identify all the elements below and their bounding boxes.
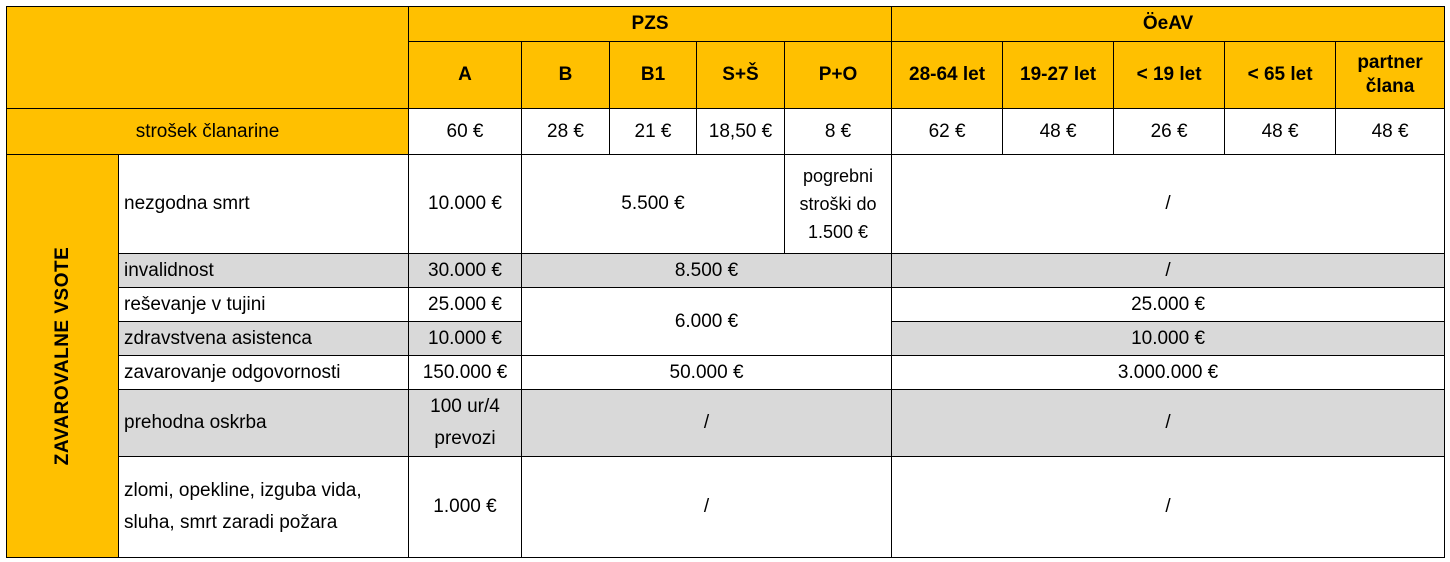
header-corner [7, 7, 409, 109]
fee-cell: 48 € [1003, 109, 1114, 155]
row-label: invalidnost [119, 254, 409, 288]
fee-cell: 48 € [1336, 109, 1445, 155]
value-cell-a: 10.000 € [409, 155, 522, 254]
insurance-comparison-table [6, 6, 1445, 558]
fee-cell: 62 € [892, 109, 1003, 155]
column-header-under-19: < 19 let [1114, 42, 1225, 109]
value-cell-oeav: / [892, 457, 1445, 558]
column-header-28-64: 28-64 let [892, 42, 1003, 109]
section-label-cell [7, 155, 119, 558]
fee-cell: 26 € [1114, 109, 1225, 155]
value-cell-pzs: 5.500 € [522, 155, 785, 254]
column-header-b: B [522, 42, 610, 109]
column-header-s-s: S+Š [697, 42, 785, 109]
value-cell-oeav: 3.000.000 € [892, 356, 1445, 390]
fee-cell: 48 € [1225, 109, 1336, 155]
section-label: ZAVAROVALNE VSOTE [51, 246, 73, 466]
group-header-oeav: ÖeAV [892, 7, 1445, 42]
fee-cell: 8 € [785, 109, 892, 155]
value-cell-a: 30.000 € [409, 254, 522, 288]
column-header-19-27: 19-27 let [1003, 42, 1114, 109]
value-cell-oeav: / [892, 390, 1445, 457]
value-cell-oeav: / [892, 155, 1445, 254]
column-header-a: A [409, 42, 522, 109]
value-cell-pzs: / [522, 457, 892, 558]
column-header-p-o: P+O [785, 42, 892, 109]
column-header-partner: partner člana [1336, 42, 1445, 109]
value-cell-a: 25.000 € [409, 288, 522, 322]
row-label: zavarovanje odgovornosti [119, 356, 409, 390]
column-header-under-65: < 65 let [1225, 42, 1336, 109]
value-cell-oeav: / [892, 254, 1445, 288]
row-label: prehodna oskrba [119, 390, 409, 457]
value-cell-pzs: / [522, 390, 892, 457]
value-cell-a: 1.000 € [409, 457, 522, 558]
group-header-pzs: PZS [409, 7, 892, 42]
value-cell-po: pogrebni stroški do 1.500 € [785, 155, 892, 254]
value-cell-oeav: 25.000 € [892, 288, 1445, 322]
value-cell-pzs: 50.000 € [522, 356, 892, 390]
row-label: reševanje v tujini [119, 288, 409, 322]
fee-cell: 60 € [409, 109, 522, 155]
value-cell-oeav: 10.000 € [892, 322, 1445, 356]
fee-cell: 18,50 € [697, 109, 785, 155]
row-label: zdravstvena asistenca [119, 322, 409, 356]
value-cell-a: 100 ur/4 prevozi [409, 390, 522, 457]
fee-cell: 21 € [610, 109, 697, 155]
fee-cell: 28 € [522, 109, 610, 155]
row-label: nezgodna smrt [119, 155, 409, 254]
column-header-b1: B1 [610, 42, 697, 109]
value-cell-pzs: 8.500 € [522, 254, 892, 288]
value-cell-a: 10.000 € [409, 322, 522, 356]
row-label: zlomi, opekline, izguba vida, sluha, smrt zaradi požara [119, 457, 409, 558]
value-cell-pzs: 6.000 € [522, 288, 892, 356]
fee-row-label: strošek članarine [7, 109, 409, 155]
value-cell-a: 150.000 € [409, 356, 522, 390]
